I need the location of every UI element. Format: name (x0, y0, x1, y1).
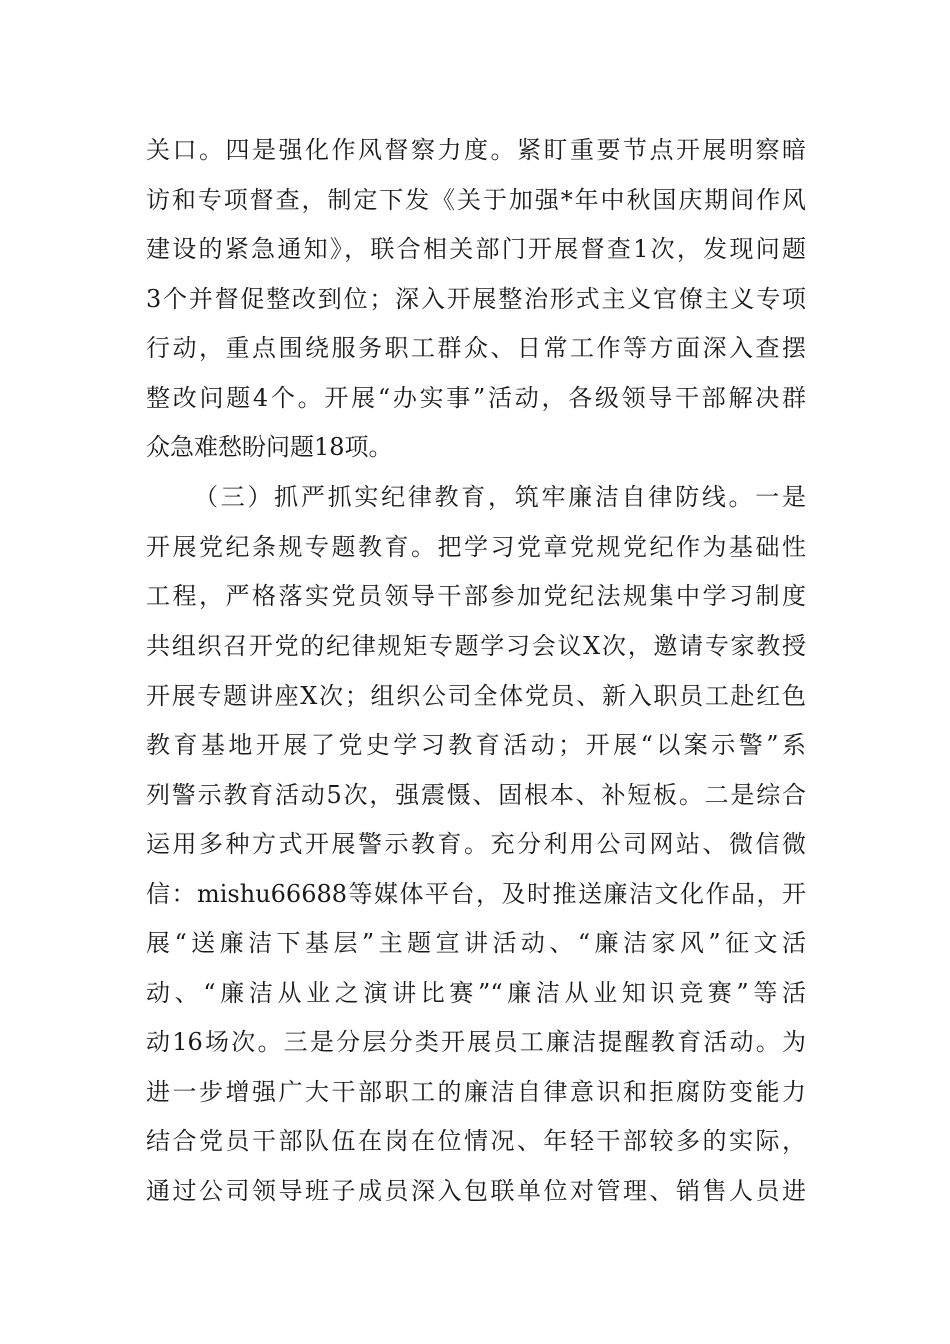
text-line: 工程，严格落实党员领导干部参加党纪法规集中学习制度 (146, 582, 806, 610)
text-line: 3个并督促整改到位；深入开展整治形式主义官僚主义专项 (146, 285, 806, 313)
text-line: 展“送廉洁下基层”主题宣讲活动、“廉洁家风”征文活 (146, 929, 806, 957)
text-line: 整改问题4个。开展“办实事”活动，各级领导干部解决群 (146, 384, 806, 412)
text-line: 关口。四是强化作风督察力度。紧盯重要节点开展明察暗 (146, 136, 806, 164)
text-line: 信：mishu66688等媒体平台，及时推送廉洁文化作品，开 (146, 880, 806, 908)
paragraph-end-line: 众急难愁盼问题18项。 (146, 433, 393, 461)
section-heading-line: （三）抓严抓实纪律教育，筑牢廉洁自律防线。一是 (194, 483, 806, 511)
text-line: 结合党员干部队伍在岗在位情况、年轻干部较多的实际， (146, 1127, 806, 1155)
text-line: 建设的紧急通知》，联合相关部门开展督查1次，发现问题 (146, 235, 806, 263)
text-line: 共组织召开党的纪律规矩专题学习会议X次，邀请专家教授 (146, 632, 806, 660)
text-line: 开展专题讲座X次；组织公司全体党员、新入职员工赴红色 (146, 682, 806, 710)
text-line: 开展党纪条规专题教育。把学习党章党规党纪作为基础性 (146, 533, 806, 561)
text-line: 访和专项督查，制定下发《关于加强*年中秋国庆期间作风 (146, 186, 806, 214)
text-line: 列警示教育活动5次，强震慑、固根本、补短板。二是综合 (146, 781, 806, 809)
text-line: 动、“廉洁从业之演讲比赛”“廉洁从业知识竞赛”等活 (146, 979, 806, 1007)
text-line: 教育基地开展了党史学习教育活动；开展“以案示警”系 (146, 731, 806, 759)
text-line: 动16场次。三是分层分类开展员工廉洁提醒教育活动。为 (146, 1028, 806, 1056)
text-line: 行动，重点围绕服务职工群众、日常工作等方面深入查摆 (146, 334, 806, 362)
text-line: 进一步增强广大干部职工的廉洁自律意识和拒腐防变能力 (146, 1078, 806, 1106)
text-line: 运用多种方式开展警示教育。充分利用公司网站、微信微 (146, 830, 806, 858)
text-line: 通过公司领导班子成员深入包联单位对管理、销售人员进 (146, 1177, 806, 1205)
